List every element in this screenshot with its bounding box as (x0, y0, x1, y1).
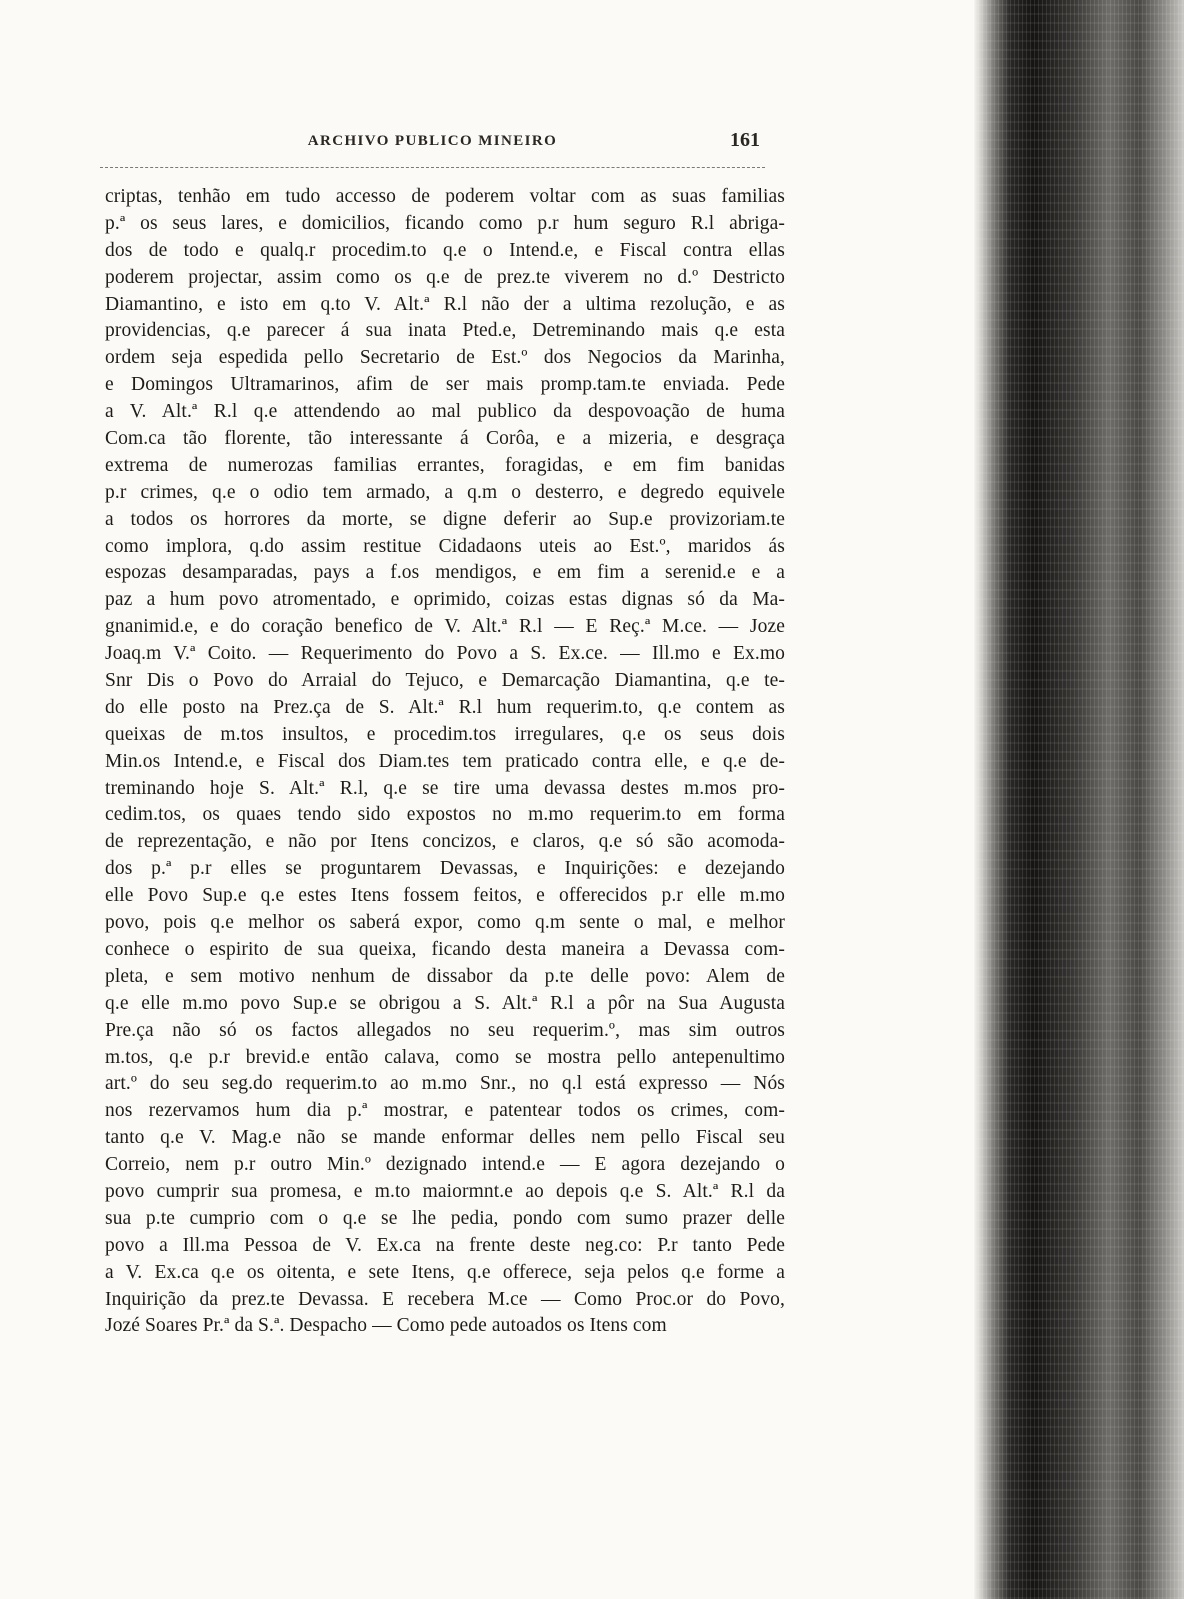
text-line: Min.os Intend.e, e Fiscal dos Diam.tes tem praticado contra elle, e q.e de- (105, 750, 785, 772)
header-rule (100, 167, 765, 168)
page-header (105, 131, 760, 159)
text-line: providencias, q.e parecer á sua inata Pted.e, Detreminando mais q.e esta (105, 320, 785, 342)
text-line: e Domingos Ultramarinos, afim de ser mais promp.tam.te enviada. Pede (105, 374, 785, 396)
text-line: Diamantino, e isto em q.to V. Alt.ª R.l não der a ultima rezolução, e as (105, 293, 785, 315)
text-line: a V. Alt.ª R.l q.e attendendo ao mal publico da despovoação de huma (105, 401, 785, 423)
text-line: povo cumprir sua promesa, e m.to maiormnt.e ao depois q.e S. Alt.ª R.l da (105, 1180, 785, 1202)
text-line: elle Povo Sup.e q.e estes Itens fossem feitos, e offerecidos p.r elle m.mo (105, 885, 785, 907)
text-line: p.r crimes, q.e o odio tem armado, a q.m o desterro, e degredo equivele (105, 481, 785, 503)
text-line: nos rezervamos hum dia p.ª mostrar, e patentear todos os crimes, com- (105, 1100, 785, 1122)
text-line: art.º do seu seg.do requerim.to ao m.mo Snr., no q.l está expresso — Nós (105, 1073, 785, 1095)
running-title: ARCHIVO PUBLICO MINEIRO (307, 133, 558, 149)
text-line: povo a Ill.ma Pessoa de V. Ex.ca na frente deste neg.co: P.r tanto Pede (105, 1234, 785, 1256)
text-line: p.ª os seus lares, e domicilios, ficando como p.r hum seguro R.l abriga- (105, 212, 785, 234)
text-line: q.e elle m.mo povo Sup.e se obrigou a S. Alt.ª R.l a pôr na Sua Augusta (105, 992, 785, 1014)
text-line: Com.ca tão florente, tão interessante á Corôa, e a mizeria, e desgraça (105, 428, 785, 450)
page-number: 161 (730, 129, 760, 151)
text-line: queixas de m.tos insultos, e procedim.tos irregulares, q.e os seus dois (105, 723, 785, 745)
text-line: povo, pois q.e melhor os saberá expor, como q.m sente o mal, e melhor (105, 912, 785, 934)
text-line: extrema de numerozas familias errantes, foragidas, e em fim banidas (105, 454, 785, 476)
text-line: dos de todo e qualq.r procedim.to q.e o Intend.e, e Fiscal contra ellas (105, 239, 785, 261)
text-line: paz a hum povo atromentado, e oprimido, coizas estas dignas só da Ma- (105, 589, 785, 611)
text-line: do elle posto na Prez.ça de S. Alt.ª R.l hum requerim.to, q.e contem as (105, 696, 785, 718)
text-line: ordem seja espedida pello Secretario de Est.º dos Negocios da Marinha, (105, 347, 785, 369)
text-line: Pre.ça não só os factos allegados no seu requerim.º, mas sim outros (105, 1019, 785, 1041)
text-line: gnanimid.e, e do coração benefico de V. Alt.ª R.l — E Reç.ª M.ce. — Joze (105, 616, 785, 638)
text-line: a todos os horrores da morte, se digne deferir ao Sup.e provizoriam.te (105, 508, 785, 530)
text-line: tanto q.e V. Mag.e não se mande enformar delles nem pello Fiscal seu (105, 1127, 785, 1149)
text-line: Jozé Soares Pr.ª da S.ª. Despacho — Como pede autoados os Itens com (105, 1315, 667, 1337)
text-line: cedim.tos, os quaes tendo sido expostos no m.mo requerim.to em forma (105, 804, 785, 826)
text-line: pleta, e sem motivo nenhum de dissabor da p.te delle povo: Alem de (105, 965, 785, 987)
text-line: poderem projectar, assim como os q.e de prez.te viverem no d.º Destricto (105, 266, 785, 288)
book-binding-shadow (974, 0, 1184, 1599)
text-line: dos p.ª p.r elles se proguntarem Devassas, e Inquirições: e dezejando (105, 858, 785, 880)
text-line: m.tos, q.e p.r brevid.e então calava, como se mostra pello antepenultimo (105, 1046, 785, 1068)
text-line: espozas desamparadas, pays a f.os mendigos, e em fim a serenid.e e a (105, 562, 785, 584)
text-line: Correio, nem p.r outro Min.º dezignado intend.e — E agora dezejando o (105, 1154, 785, 1176)
text-line: sua p.te cumprio com o q.e se lhe pedia, pondo com sumo prazer delle (105, 1207, 785, 1229)
text-line: como implora, q.do assim restitue Cidadaons uteis ao Est.º, maridos ás (105, 535, 785, 557)
text-line: Joaq.m V.ª Coito. — Requerimento do Povo a S. Ex.ce. — Ill.mo e Ex.mo (105, 643, 785, 665)
body-text (105, 184, 785, 1340)
text-line: conhece o espirito de sua queixa, ficando desta maneira a Devassa com- (105, 938, 785, 960)
text-line: treminando hoje S. Alt.ª R.l, q.e se tire uma devassa destes m.mos pro- (105, 777, 785, 799)
text-line: Inquirição da prez.te Devassa. E recebera M.ce — Como Proc.or do Povo, (105, 1288, 785, 1310)
text-line: de reprezentação, e não por Itens concizos, e claros, q.e só são acomoda- (105, 831, 785, 853)
text-line: criptas, tenhão em tudo accesso de poderem voltar com as suas familias (105, 186, 785, 207)
text-line: Snr Dis o Povo do Arraial do Tejuco, e Demarcação Diamantina, q.e te- (105, 670, 785, 692)
text-line: a V. Ex.ca q.e os oitenta, e sete Itens, q.e offerece, seja pelos q.e forme a (105, 1261, 785, 1283)
